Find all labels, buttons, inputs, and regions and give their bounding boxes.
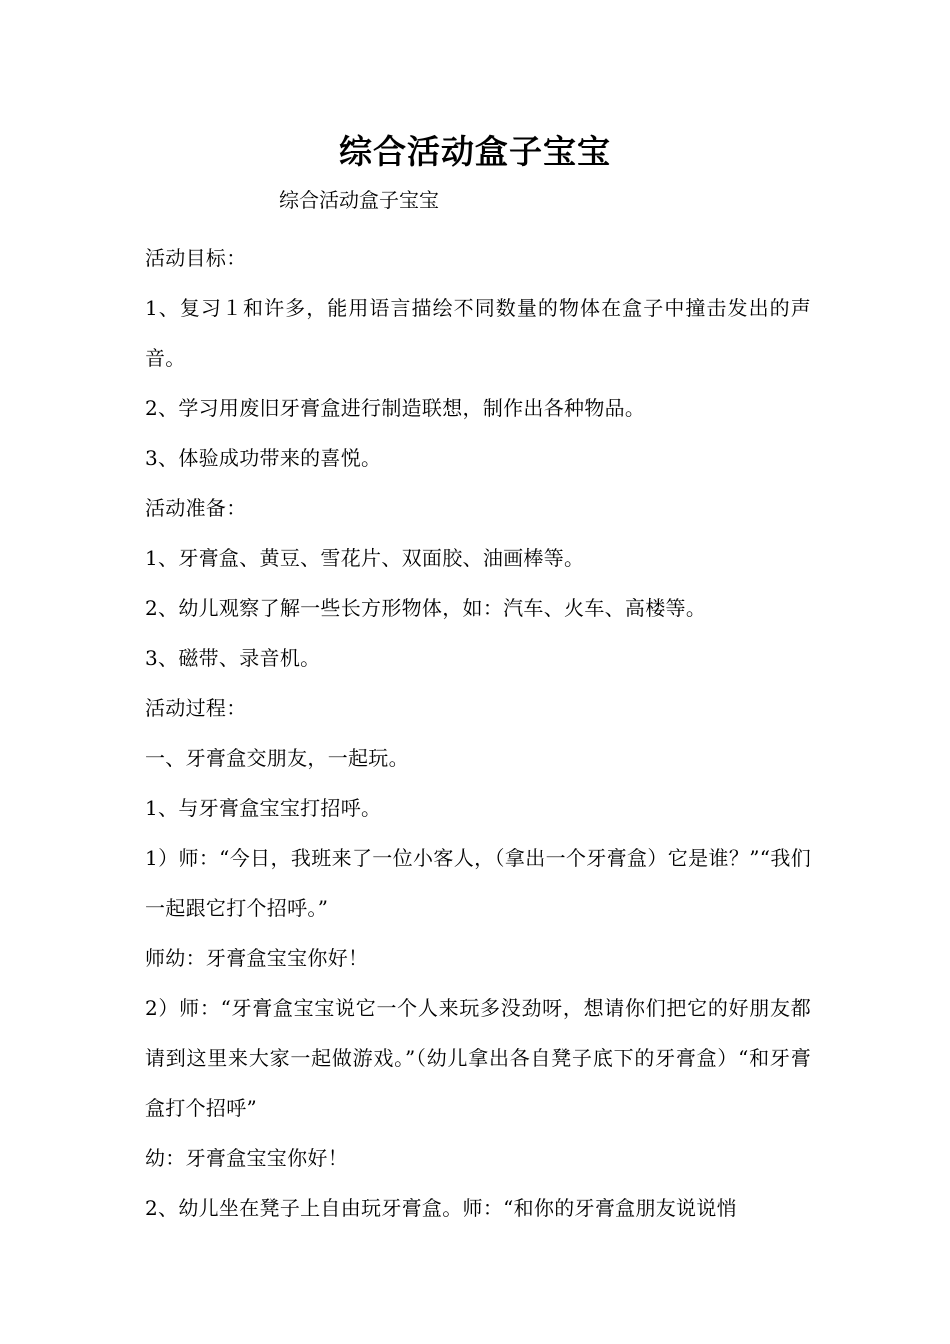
document-subtitle: 综合活动盒子宝宝: [279, 188, 439, 212]
heading-activity-preparation: 活动准备：: [145, 496, 247, 520]
dialogue-line: 师幼：牙膏盒宝宝你好！: [145, 946, 369, 970]
preparation-item-1: 1、牙膏盒、黄豆、雪花片、双面胶、油画棒等。: [145, 546, 585, 570]
goal-item-2: 2、学习用废旧牙膏盒进行制造联想，制作出各种物品。: [145, 396, 646, 420]
preparation-item-2: 2、幼儿观察了解一些长方形物体，如：汽车、火车、高楼等。: [145, 596, 707, 620]
process-step-1: 1、与牙膏盒宝宝打招呼。: [145, 796, 382, 820]
dialogue-line: 幼：牙膏盒宝宝你好！: [145, 1146, 348, 1170]
heading-activity-process: 活动过程：: [145, 696, 247, 720]
goal-item-1: 1、复习１和许多，能用语言描绘不同数量的物体在盒子中撞击发出的声音。: [145, 296, 811, 370]
document-body: [145, 233, 811, 1233]
document-title: 综合活动盒子宝宝: [339, 132, 611, 171]
goal-item-3: 3、体验成功带来的喜悦。: [145, 446, 382, 470]
process-section-1: 一、牙膏盒交朋友，一起玩。: [145, 746, 409, 770]
preparation-item-3: 3、磁带、录音机。: [145, 646, 321, 670]
process-step-2: 2、幼儿坐在凳子上自由玩牙膏盒。师：“和你的牙膏盒朋友说说悄: [145, 1196, 737, 1220]
process-step-1-2: 2）师：“牙膏盒宝宝说它一个人来玩多没劲呀，想请你们把它的好朋友都请到这里来大家一起做游戏。”（幼儿拿出各自凳子底下的牙膏盒）“和牙膏盒打个招呼”: [145, 996, 811, 1120]
heading-activity-goals: 活动目标：: [145, 246, 247, 270]
process-step-1-1: 1）师：“今日，我班来了一位小客人，（拿出一个牙膏盒）它是谁？”“我们一起跟它打个招呼。”: [145, 846, 811, 920]
